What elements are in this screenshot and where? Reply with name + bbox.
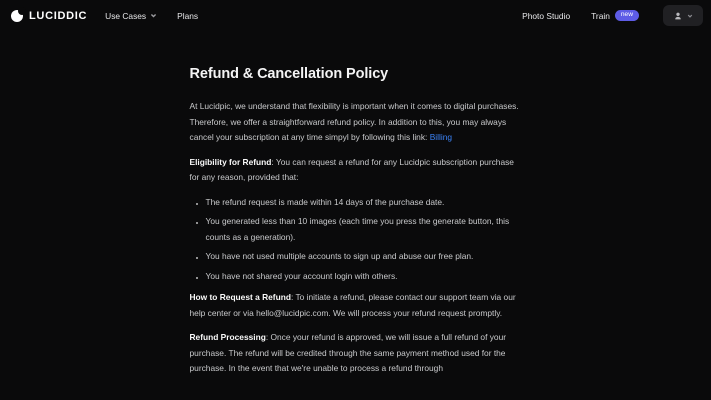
policy-page xyxy=(190,31,522,377)
nav-item-train[interactable] xyxy=(591,10,639,22)
refund-processing-heading: Refund Processing xyxy=(189,332,266,342)
nav-item-use-cases[interactable] xyxy=(105,11,157,21)
how-to-request-paragraph xyxy=(190,290,522,321)
primary-nav xyxy=(105,11,198,21)
list-item: • The refund request is made within 14 days of the purchase date. xyxy=(206,195,522,211)
nav-item-label: Use Cases xyxy=(105,10,147,21)
nav-item-photo-studio[interactable] xyxy=(522,11,570,21)
how-to-request-text: : To initiate a refund, please contact our support team via our help center or via hello@lucidpic.com. We will process your refund request promptly. xyxy=(189,292,516,318)
list-item: • You generated less than 10 images (each time you press the generate button, this counts as a generation). xyxy=(206,214,522,245)
page-title: Refund & Cancellation Policy xyxy=(189,66,389,82)
refund-processing-text: : Once your refund is approved, we will issue a full refund of your purchase. The refund will be credited through the same payment method used for the purchase. In the event that we're unable to process a refund through xyxy=(189,332,507,373)
secondary-nav xyxy=(522,5,703,26)
brand-moon-icon xyxy=(11,10,23,22)
new-badge: new xyxy=(615,10,639,22)
list-item: • You have not shared your account login with others. xyxy=(206,269,522,285)
billing-link[interactable]: Billing xyxy=(429,132,453,142)
top-navbar xyxy=(0,0,711,31)
list-item: • You have not used multiple accounts to sign up and abuse our free plan. xyxy=(206,249,522,265)
eligibility-heading: Eligibility for Refund xyxy=(189,156,272,167)
intro-paragraph xyxy=(190,99,522,146)
brand-name: LUCIDDIC xyxy=(29,9,88,22)
account-menu-button[interactable] xyxy=(663,5,703,26)
eligibility-conditions-list xyxy=(190,195,522,285)
eligibility-paragraph xyxy=(190,155,522,186)
nav-item-label: Train xyxy=(591,10,610,21)
intro-text: At Lucidpic, we understand that flexibility is important when it comes to digital purchases. Therefore, we offer a straightforward refund policy. In addition to this, you may always cancel your subscription at any time simpyl by following this link: xyxy=(189,101,519,142)
chevron-down-icon xyxy=(687,13,693,19)
brand-logo[interactable] xyxy=(11,10,87,22)
nav-item-label: Plans xyxy=(177,10,199,21)
how-to-request-heading: How to Request a Refund xyxy=(189,292,291,302)
refund-processing-paragraph xyxy=(190,330,522,377)
nav-item-label: Photo Studio xyxy=(522,10,571,21)
person-icon xyxy=(673,11,683,21)
chevron-down-icon xyxy=(150,12,157,19)
eligibility-text: : You can request a refund for any Lucidpic subscription purchase for any reason, provided that: xyxy=(189,156,514,182)
nav-item-plans[interactable] xyxy=(177,11,198,21)
